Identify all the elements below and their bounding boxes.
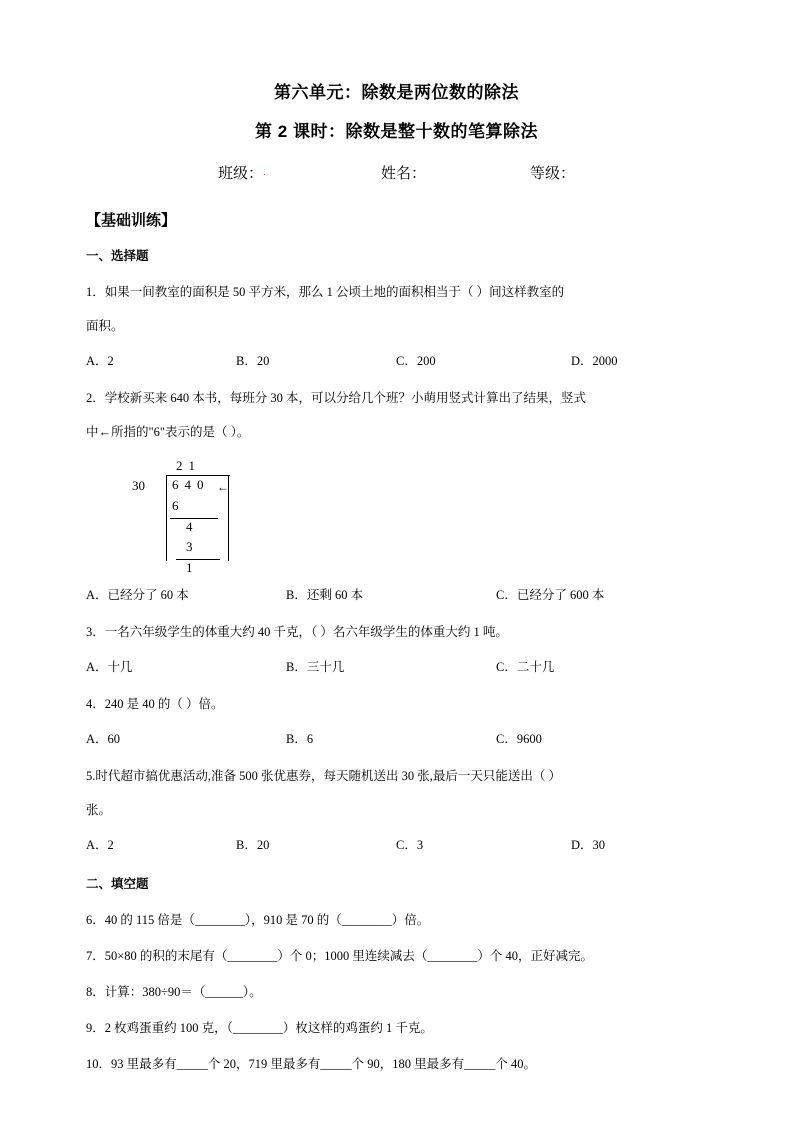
division-step-6: 6 <box>172 498 185 513</box>
question-2-text-line2: 中←所指的"6"表示的是（ ）。 <box>86 425 250 439</box>
question-2-text: 2．学校新买来 640 本书，每班分 30 本，可以分给几个班？小萌用竖式计算出了结果，竖式 <box>86 391 587 405</box>
question-1-option-a[interactable]: A．2 <box>86 354 114 368</box>
question-3-option-a[interactable]: A．十几 <box>86 660 133 674</box>
division-remainder: 1 <box>186 560 193 575</box>
question-3-options <box>86 654 707 680</box>
division-divisor: 30 <box>132 478 145 493</box>
division-step-3: 3 <box>186 539 193 554</box>
question-1-text: 1．如果一间教室的面积是 50 平方米，那么 1 公顷土地的面积相当于（ ）间这样教室的 <box>86 285 565 299</box>
question-3-option-c[interactable]: C．二十几 <box>496 660 555 674</box>
question-1-option-d[interactable]: D．2000 <box>571 354 618 368</box>
question-3-text: 3．一名六年级学生的体重大约 40 千克，（ ）名六年级学生的体重大约 1 吨。 <box>86 625 508 639</box>
fill-question-9[interactable]: 9．2 枚鸡蛋重约 100 克，（________）枚这样的鸡蛋约 1 千克。 <box>86 1021 433 1035</box>
question-5-option-b[interactable]: B．20 <box>236 838 270 852</box>
left-arrow-icon: ← <box>217 480 229 494</box>
question-1-options <box>86 348 707 374</box>
question-4-text: 4．240 是 40 的（ ）倍。 <box>86 697 224 711</box>
question-5-option-c[interactable]: C．3 <box>396 838 424 852</box>
division-rule-1 <box>170 518 218 519</box>
division-dividend: 640 <box>172 477 210 492</box>
fill-question-8[interactable]: 8．计算：380÷90＝（______）。 <box>86 985 262 999</box>
class-blank[interactable] <box>263 162 381 183</box>
question-2-option-a[interactable]: A．已经分了 60 本 <box>86 588 189 602</box>
class-label: 班级： <box>217 165 263 182</box>
section-heading-basic-training: 【基础训练】 <box>86 212 177 229</box>
long-division-diagram <box>114 458 314 575</box>
question-4-option-b[interactable]: B．6 <box>286 732 314 746</box>
page-title-line-2: 第 2 课时：除数是整十数的笔算除法 <box>255 122 538 141</box>
part-two-heading: 二、填空题 <box>86 877 149 891</box>
division-rule-2 <box>176 559 220 560</box>
question-2-option-b[interactable]: B．还剩 60 本 <box>286 588 364 602</box>
division-step-4: 4 <box>186 519 193 534</box>
question-1-text-line2: 面积。 <box>86 319 124 333</box>
question-5-text: 5.时代超市搞优惠活动,准备 500 张优惠券，每天随机送出 30 张,最后一天只能送出（ ） <box>86 769 562 783</box>
question-4-options <box>86 726 707 752</box>
grade-label: 等级： <box>530 165 576 182</box>
student-info-row <box>86 162 707 183</box>
page-title-line-1: 第六单元：除数是两位数的除法 <box>274 83 519 102</box>
division-quotient: 21 <box>176 458 201 473</box>
question-2-options <box>86 582 707 608</box>
question-4-option-a[interactable]: A．60 <box>86 732 121 746</box>
division-bracket-vertical <box>166 475 167 561</box>
fill-question-10[interactable]: 10．93 里最多有_____个 20，719 里最多有_____个 90，180 里最多有_____个 40。 <box>86 1057 537 1071</box>
fill-question-7[interactable]: 7．50×80 的积的末尾有（________）个 0；1000 里连续减去（________）个 40，正好减完。 <box>86 949 594 963</box>
name-label: 姓名： <box>380 165 426 182</box>
question-5-option-a[interactable]: A．2 <box>86 838 114 852</box>
question-1-option-c[interactable]: C．200 <box>396 354 436 368</box>
name-blank[interactable] <box>426 162 530 183</box>
ink-dot-icon: . <box>262 167 266 177</box>
question-3-option-b[interactable]: B．三十几 <box>286 660 345 674</box>
question-5-text-line2: 张。 <box>86 803 112 817</box>
fill-question-6[interactable]: 6．40 的 115 倍是（________），910 是 70 的（________）倍。 <box>86 913 430 927</box>
question-1-option-b[interactable]: B．20 <box>236 354 270 368</box>
division-bracket-top <box>166 475 230 476</box>
question-5-options <box>86 832 707 858</box>
part-one-heading: 一、选择题 <box>86 249 149 263</box>
question-5-option-d[interactable]: D．30 <box>571 838 606 852</box>
question-4-option-c[interactable]: C．9600 <box>496 732 542 746</box>
question-2-option-c[interactable]: C．已经分了 600 本 <box>496 588 605 602</box>
